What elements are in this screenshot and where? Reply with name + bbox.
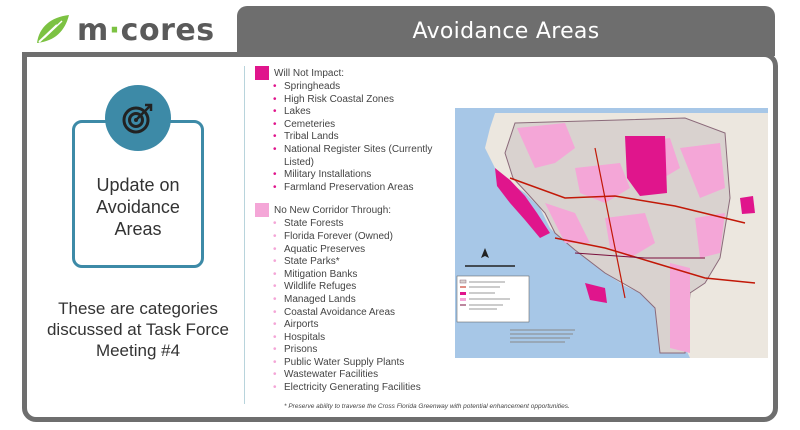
list-item: • Public Water Supply Plants (273, 357, 455, 370)
pink-zone (670, 263, 690, 353)
list-item: • Prisons (273, 344, 455, 357)
avoidance-lists (255, 67, 455, 395)
list-item: • Mitigation Banks (273, 269, 455, 282)
list-item: • Cemeteries (273, 119, 455, 132)
no-new-corridor-heading: No New Corridor Through: (255, 204, 455, 216)
no-new-corridor-list (273, 218, 455, 394)
page-title: Avoidance Areas (412, 18, 600, 44)
list-item: • Springheads (273, 81, 455, 94)
map-legend (457, 276, 529, 322)
mcores-logo (35, 8, 215, 52)
title-bar (237, 6, 775, 56)
list-item: • Farmland Preservation Areas (273, 182, 455, 195)
logo-wordmark: m·cores (77, 12, 215, 48)
will-not-impact-heading: Will Not Impact: (255, 67, 455, 79)
list-item: • Wastewater Facilities (273, 369, 455, 382)
avoidance-map (455, 108, 768, 358)
list-item: • Managed Lands (273, 294, 455, 307)
will-not-impact-list (273, 81, 455, 194)
list-item: • Aquatic Preserves (273, 244, 455, 257)
footnote: * Preserve ability to traverse the Cross Florida Greenway with potential enhancement opportunities. (284, 403, 570, 410)
pink-swatch (255, 203, 269, 217)
target-icon (121, 101, 155, 135)
list-item: • Airports (273, 319, 455, 332)
list-item: • State Parks* (273, 256, 455, 269)
list-item: • Military Installations (273, 169, 455, 182)
list-item: • Hospitals (273, 332, 455, 345)
topic-card-text: Update on Avoidance Areas (96, 175, 180, 239)
magenta-zone (740, 196, 755, 214)
leaf-logo-icon (35, 13, 71, 47)
vertical-divider (244, 66, 245, 404)
list-item: • Lakes (273, 106, 455, 119)
caption-text: These are categories discussed at Task Force Meeting #4 (46, 299, 230, 360)
magenta-swatch (255, 66, 269, 80)
list-item: • Coastal Avoidance Areas (273, 307, 455, 320)
list-item: • Electricity Generating Facilities (273, 382, 455, 395)
list-item: • State Forests (273, 218, 455, 231)
list-item: • Florida Forever (Owned) (273, 231, 455, 244)
list-item: • Wildlife Refuges (273, 281, 455, 294)
target-badge (105, 85, 171, 151)
list-item: • Tribal Lands (273, 131, 455, 144)
list-item: • National Register Sites (Currently Listed) (273, 144, 455, 169)
list-item: • High Risk Coastal Zones (273, 94, 455, 107)
